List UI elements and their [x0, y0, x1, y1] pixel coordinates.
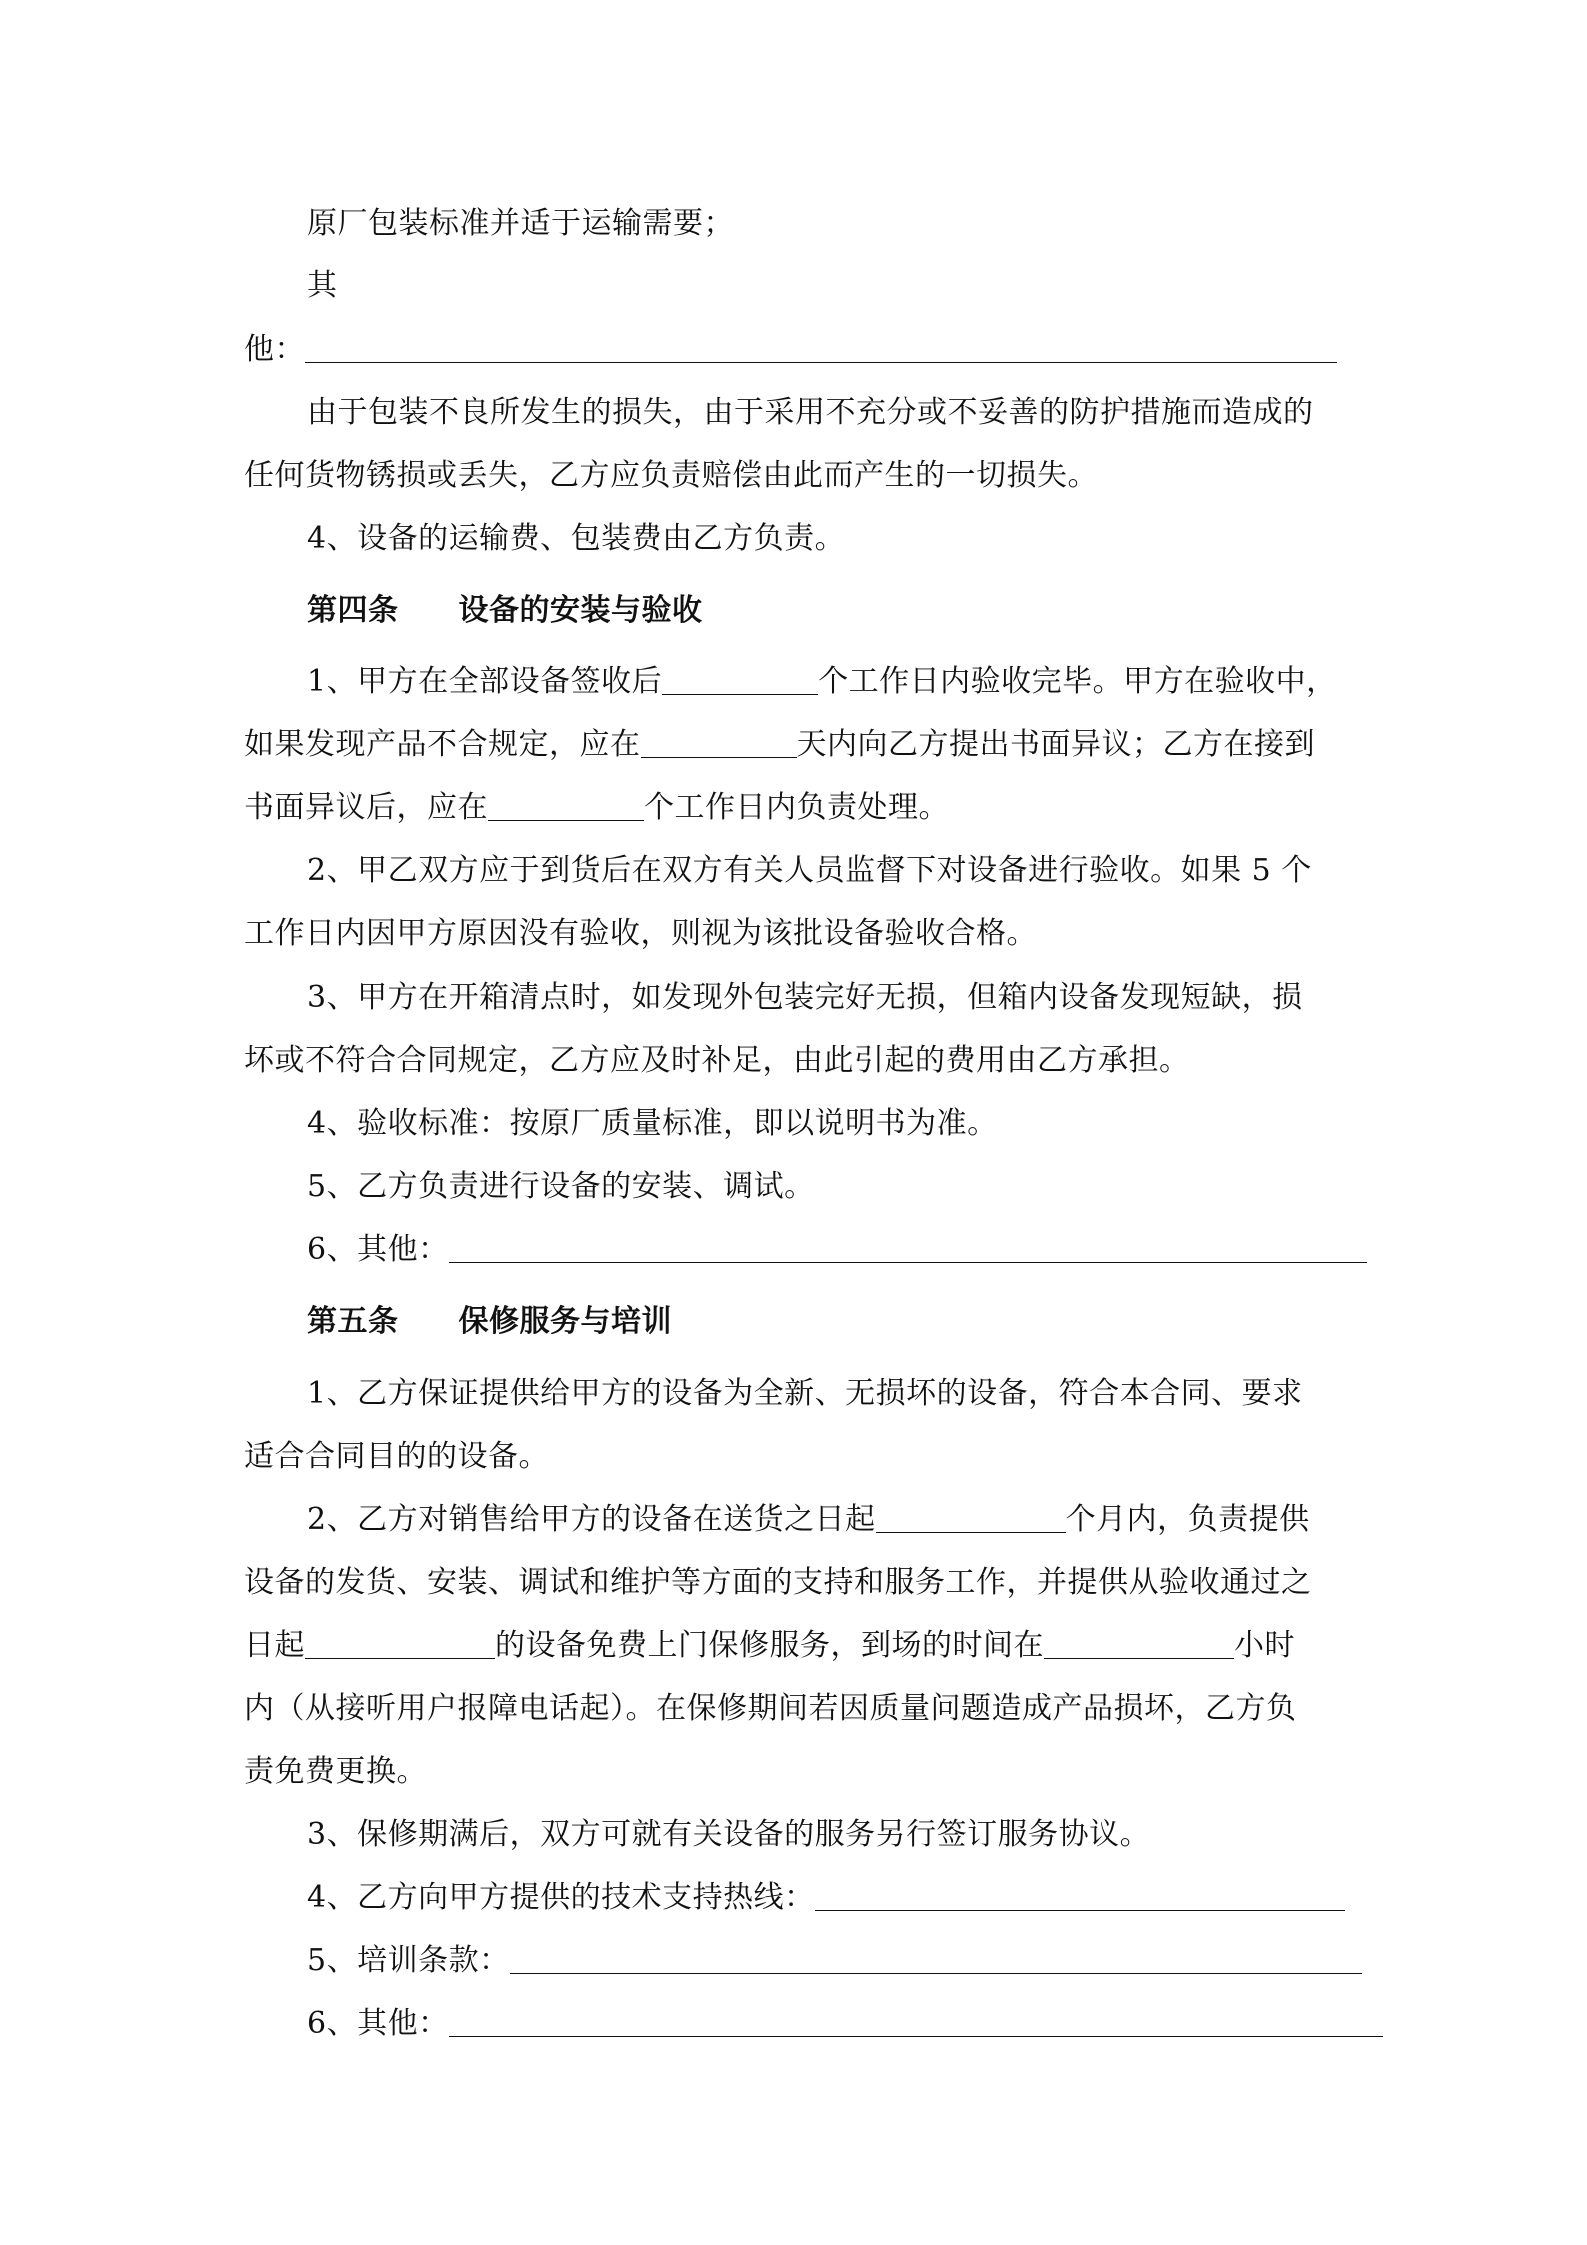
text-line: [244, 456, 1098, 496]
line-text: 责免费更换。: [244, 1754, 427, 1789]
line-text: 5、乙方负责进行设备的安装、调试。: [307, 1169, 815, 1204]
text-line: [307, 851, 1312, 891]
text-line: [244, 1041, 1190, 1081]
text-line: [244, 788, 949, 828]
line-text: 设备的发货、安装、调试和维护等方面的支持和服务工作，并提供从验收通过之: [244, 1565, 1312, 1600]
text-line: [307, 978, 1303, 1018]
blank-objection-days[interactable]: [641, 727, 797, 758]
line-text: 坏或不符合合同规定，乙方应及时补足，由此引起的费用由乙方承担。: [244, 1043, 1190, 1078]
text-line: [307, 1167, 815, 1207]
line-text: 1、甲方在全部设备签收后: [307, 664, 663, 699]
other-packaging-line: [244, 330, 1337, 370]
text-line: [244, 1626, 1295, 1666]
line-text: 书面异议后，应在: [244, 790, 488, 825]
line-text: 适合合同目的的设备。: [244, 1439, 549, 1474]
heading-number: 第五条: [307, 1304, 399, 1339]
line-text: 5、培训条款：: [307, 1943, 510, 1978]
text-line: [307, 2004, 1383, 2044]
text-line: [307, 519, 845, 559]
blank-arrival-hours[interactable]: [1044, 1628, 1234, 1659]
line-text: 日起: [244, 1628, 305, 1663]
blank-handling-days[interactable]: [488, 790, 644, 821]
blank-other-service[interactable]: [449, 2006, 1383, 2037]
text-line: [307, 1104, 998, 1144]
line-text: 6、其他：: [307, 1232, 449, 1267]
text-line: [244, 1689, 1297, 1729]
line-text: 个工作日内负责处理。: [644, 790, 949, 825]
line-text: 2、乙方对销售给甲方的设备在送货之日起: [307, 1502, 876, 1537]
text-line: [307, 393, 1314, 433]
line-text: 小时: [1234, 1628, 1295, 1663]
line-text: 他：: [244, 332, 305, 367]
section-heading-4: [307, 591, 703, 631]
line-text: 4、设备的运输费、包装费由乙方负责。: [307, 521, 846, 556]
heading-title: 设备的安装与验收: [458, 593, 703, 628]
line-text: 2、甲乙双方应于到货后在双方有关人员监督下对设备进行验收。如果 5 个: [307, 853, 1312, 888]
line-text: 工作日内因甲方原因没有验收，则视为该批设备验收合格。: [244, 916, 1037, 951]
line-text: 任何货物锈损或丢失，乙方应负责赔偿由此而产生的一切损失。: [244, 458, 1098, 493]
heading-number: 第四条: [307, 593, 399, 628]
line-text: 由于包装不良所发生的损失，由于采用不充分或不妥善的防护措施而造成的: [307, 395, 1314, 430]
line-text: 6、其他：: [307, 2006, 449, 2041]
text-line: [244, 914, 1037, 954]
text-line: [307, 662, 1337, 702]
line-text: 1、乙方保证提供给甲方的设备为全新、无损坏的设备，符合本合同、要求: [307, 1376, 1303, 1411]
text-line: [307, 1374, 1303, 1414]
line-text: 其: [307, 268, 338, 303]
text-line: [244, 725, 1315, 765]
text-line: [307, 266, 338, 306]
text-line: [307, 204, 734, 244]
blank-training-terms[interactable]: [510, 1943, 1362, 1974]
text-line: [244, 1437, 549, 1477]
line-text: 4、验收标准：按原厂质量标准，即以说明书为准。: [307, 1106, 998, 1141]
line-text: 个工作日内验收完毕。甲方在验收中，: [818, 664, 1337, 699]
blank-warranty-period[interactable]: [305, 1628, 495, 1659]
blank-other-packaging[interactable]: [305, 332, 1337, 363]
line-text: 3、甲方在开箱清点时，如发现外包装完好无损，但箱内设备发现短缺，损: [307, 980, 1303, 1015]
line-text: 天内向乙方提出书面异议；乙方在接到: [796, 727, 1315, 762]
blank-support-months[interactable]: [876, 1502, 1066, 1533]
section-heading-5: [307, 1302, 672, 1342]
line-text: 如果发现产品不合规定，应在: [244, 727, 641, 762]
blank-acceptance-days[interactable]: [662, 664, 818, 695]
line-text: 个月内，负责提供: [1065, 1502, 1310, 1537]
line-text: 4、乙方向甲方提供的技术支持热线：: [307, 1880, 815, 1915]
heading-title: 保修服务与培训: [458, 1304, 672, 1339]
text-line: [307, 1941, 1362, 1981]
line-text: 3、保修期满后，双方可就有关设备的服务另行签订服务协议。: [307, 1817, 1151, 1852]
line-text: 原厂包装标准并适于运输需要；: [307, 206, 734, 241]
blank-support-hotline[interactable]: [815, 1880, 1345, 1911]
line-text: 内（从接听用户报障电话起）。在保修期间若因质量问题造成产品损坏，乙方负: [244, 1691, 1297, 1726]
text-line: [244, 1563, 1312, 1603]
blank-other-acceptance[interactable]: [449, 1232, 1367, 1263]
text-line: [307, 1230, 1367, 1270]
line-text: 的设备免费上门保修服务，到场的时间在: [495, 1628, 1044, 1663]
text-line: [307, 1878, 1345, 1918]
text-line: [307, 1500, 1310, 1540]
text-line: [244, 1752, 427, 1792]
text-line: [307, 1815, 1150, 1855]
